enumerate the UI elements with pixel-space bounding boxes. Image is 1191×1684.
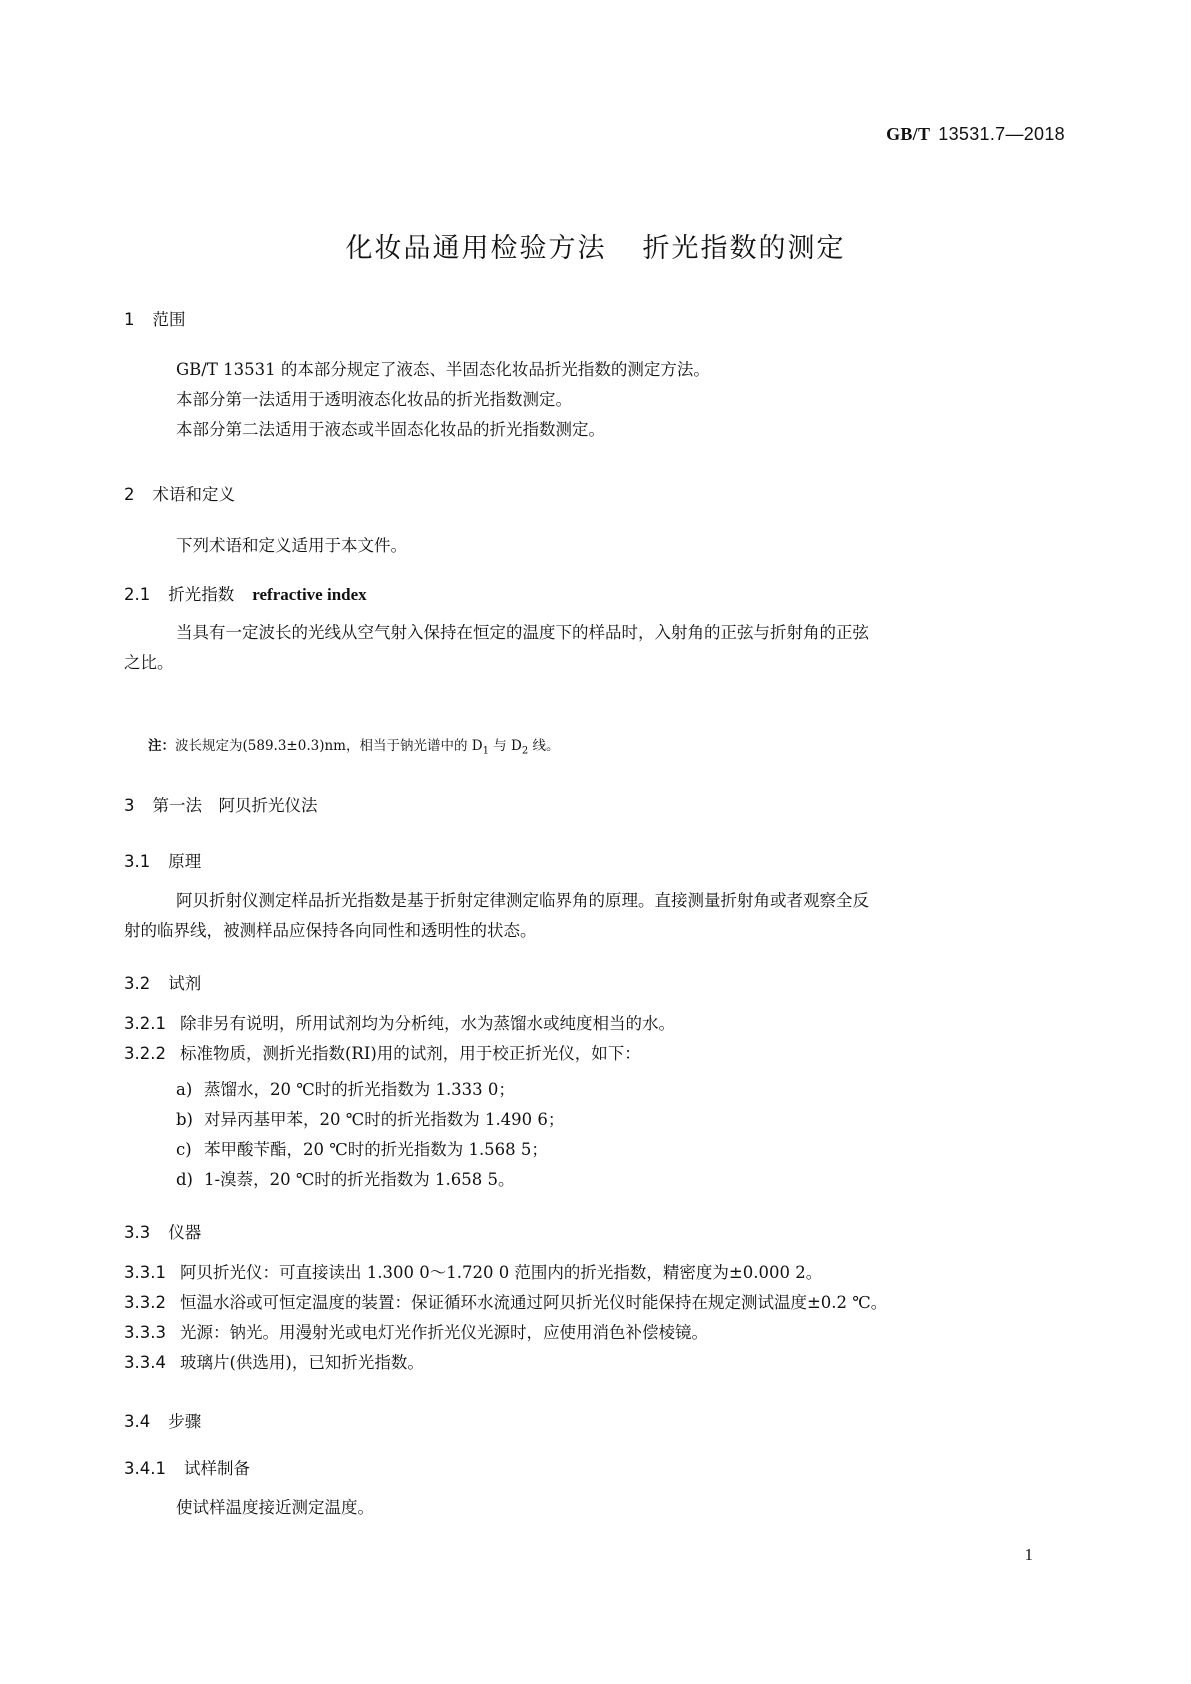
section-3-4-heading [124, 1408, 201, 1432]
paragraph: 阿贝折射仪测定样品折光指数是基于折射定律测定临界角的原理。直接测量折射角或者观察全反 [176, 891, 869, 910]
clause-text: 恒温水浴或可恒定温度的装置：保证循环水流通过阿贝折光仪时能保持在规定测试温度±0.2 ℃。 [179, 1293, 888, 1312]
section-3-3-heading [124, 1219, 201, 1243]
list-label: d) [176, 1170, 193, 1189]
section-1-heading [124, 306, 186, 330]
section-title: 试剂 [168, 974, 202, 993]
clause-text: 除非另有说明，所用试剂均为分析纯，水为蒸馏水或纯度相当的水。 [179, 1014, 675, 1033]
subscript: 1 [482, 745, 489, 757]
clause [124, 1355, 1067, 1372]
definition-line: 之比。 [124, 653, 174, 672]
section-number: 3.4.1 [124, 1459, 166, 1478]
section-title: 术语和定义 [152, 485, 235, 504]
note [148, 734, 560, 757]
list-item [176, 1076, 515, 1100]
section-number: 3.2 [124, 974, 151, 993]
paragraph: 本部分第二法适用于液态或半固态化妆品的折光指数测定。 [176, 420, 605, 439]
term: 折光指数 [168, 585, 235, 604]
list-text: 1-溴萘，20 ℃时的折光指数为 1.658 5。 [204, 1170, 515, 1189]
section-title: 原理 [168, 852, 202, 871]
paragraph: GB/T 13531 的本部分规定了液态、半固态化妆品折光指数的测定方法。 [176, 360, 710, 379]
clause-number: 3.2.1 [124, 1014, 166, 1033]
paragraph: 射的临界线，被测样品应保持各向同性和透明性的状态。 [124, 921, 537, 940]
section-number: 2.1 [124, 585, 151, 604]
section-title: 步骤 [168, 1412, 202, 1431]
section-number: 3.3 [124, 1223, 151, 1242]
clause-text: 标准物质，测折光指数(RI)用的试剂，用于校正折光仪，如下： [179, 1044, 641, 1063]
note-text: 线。 [528, 738, 560, 754]
clause-number: 3.3.2 [124, 1293, 166, 1312]
clause [124, 1265, 1067, 1282]
clause-number: 3.3.1 [124, 1263, 166, 1282]
section-3-1-heading [124, 848, 201, 872]
section-2-1-heading [124, 581, 367, 605]
standard-code: 13531.7—2018 [938, 124, 1065, 144]
section-2-heading [124, 481, 235, 505]
section-title: 仪器 [168, 1223, 202, 1242]
standard-prefix: GB/T [886, 124, 931, 144]
list-label: b) [176, 1110, 193, 1129]
standard-number [886, 124, 1065, 145]
clause-number: 3.3.4 [124, 1353, 166, 1372]
list-text: 蒸馏水，20 ℃时的折光指数为 1.333 0； [204, 1080, 515, 1099]
paragraph: 下列术语和定义适用于本文件。 [176, 536, 407, 555]
subscript: 2 [521, 745, 529, 757]
definition-line: 当具有一定波长的光线从空气射入保持在恒定的温度下的样品时，入射角的正弦与折射角的正弦 [176, 623, 869, 642]
clause-text: 光源：钠光。用漫射光或电灯光作折光仪光源时，应使用消色补偿棱镜。 [179, 1323, 708, 1342]
section-number: 3 [124, 796, 135, 815]
paragraph: 使试样温度接近测定温度。 [176, 1498, 374, 1517]
section-3-heading [124, 792, 318, 816]
list-label: a) [176, 1080, 193, 1099]
title-part2: 折光指数的测定 [642, 233, 846, 264]
clause-text: 玻璃片(供选用)，已知折光指数。 [179, 1353, 424, 1372]
list-item [176, 1136, 548, 1160]
section-title: 第一法 阿贝折光仪法 [152, 796, 318, 815]
clause [124, 1295, 1067, 1312]
section-number: 2 [124, 485, 135, 504]
term-english: refractive index [252, 585, 367, 604]
list-item [176, 1106, 564, 1130]
section-3-2-heading [124, 970, 201, 994]
clause-text: 阿贝折光仪：可直接读出 1.300 0～1.720 0 范围内的折光指数，精密度为±0.000 2。 [179, 1263, 823, 1282]
note-label: 注： [148, 738, 175, 754]
section-title: 试样制备 [183, 1459, 250, 1478]
list-text: 对异丙基甲苯，20 ℃时的折光指数为 1.490 6； [204, 1110, 565, 1129]
clause [124, 1046, 1067, 1063]
list-label: c) [176, 1140, 192, 1159]
note-text: 与 D [488, 738, 522, 754]
paragraph: 本部分第一法适用于透明液态化妆品的折光指数测定。 [176, 390, 572, 409]
section-number: 3.1 [124, 852, 151, 871]
page-number: 1 [1024, 1545, 1033, 1564]
title-part1: 化妆品通用检验方法 [345, 233, 607, 264]
list-item [176, 1166, 515, 1190]
section-title: 范围 [152, 310, 186, 329]
clause [124, 1325, 1067, 1342]
clause [124, 1016, 1067, 1033]
note-text: 波长规定为(589.3±0.3)nm，相当于钠光谱中的 D [175, 738, 483, 754]
section-3-4-1-heading [124, 1455, 250, 1479]
list-text: 苯甲酸苄酯，20 ℃时的折光指数为 1.568 5； [204, 1140, 548, 1159]
document-title [0, 226, 1191, 265]
clause-number: 3.3.3 [124, 1323, 166, 1342]
clause-number: 3.2.2 [124, 1044, 166, 1063]
section-number: 1 [124, 310, 135, 329]
section-number: 3.4 [124, 1412, 151, 1431]
